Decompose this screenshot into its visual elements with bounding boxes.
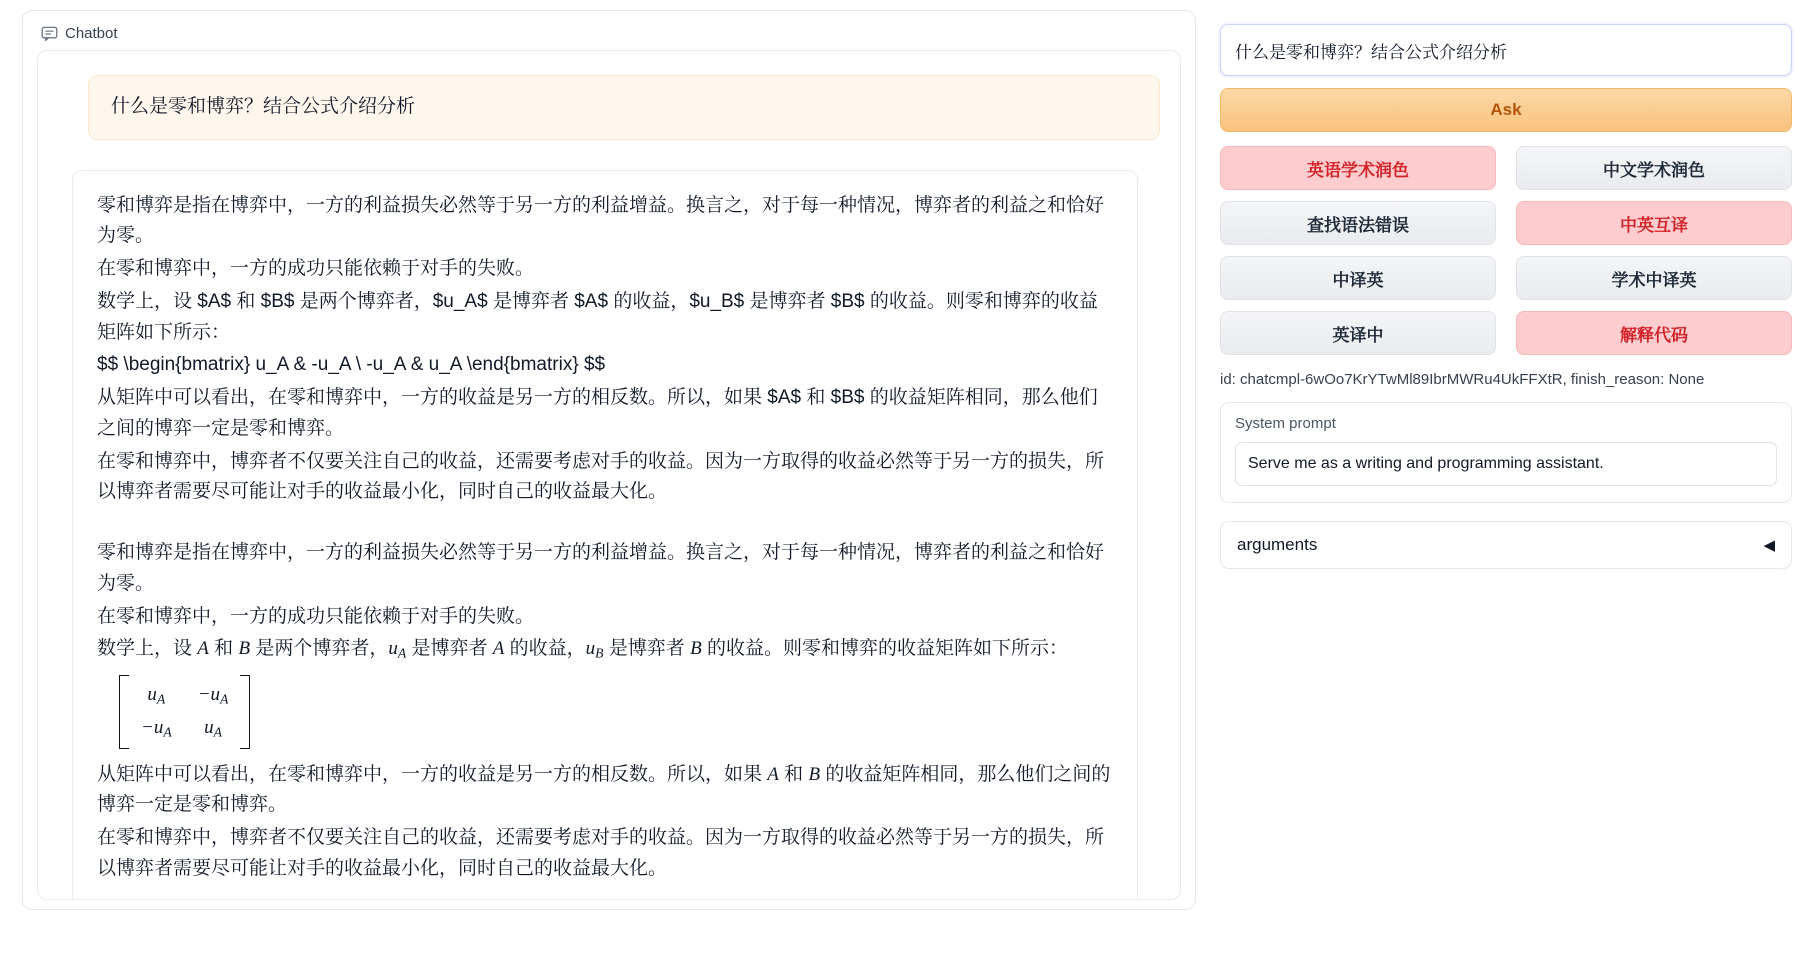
var-A-2: A (492, 638, 505, 660)
bot-rendered-markdown (97, 538, 1113, 884)
control-panel (1220, 10, 1792, 961)
matrix-cell-2: $-u_A$ (141, 716, 172, 740)
frag-j: 的收益矩阵相同，那么他们之间的博弈一定是零和博弈。 (97, 763, 1111, 816)
chatbot-label-text: Chatbot (65, 25, 118, 42)
matrix-right-bracket (240, 675, 250, 749)
ask-button[interactable]: Ask (1220, 88, 1792, 132)
arguments-accordion-label: arguments (1237, 535, 1318, 554)
var-A-3: A (767, 763, 779, 785)
quick-action-find-grammar-errors[interactable]: 查找语法错误 (1220, 201, 1496, 245)
quick-action-cn-en-mutual-translate[interactable]: 中英互译 (1516, 201, 1792, 245)
system-prompt-box (1220, 402, 1792, 503)
chevron-left-icon: ◀ (1763, 537, 1775, 554)
var-uA-base: u (388, 638, 398, 660)
system-prompt-input[interactable] (1235, 442, 1777, 486)
frag-d: 是博弈者 (406, 638, 493, 660)
chatbot-panel-label (37, 23, 122, 50)
quick-action-cn-to-en[interactable]: 中译英 (1220, 256, 1496, 300)
frag-e: 的收益， (504, 638, 586, 660)
chatbot-panel (22, 10, 1196, 910)
var-uB-sub: B (595, 645, 604, 661)
system-prompt-label: System prompt (1235, 415, 1336, 432)
chat-message-list (37, 50, 1181, 900)
matrix-cell-3: $u_A$ (204, 716, 222, 740)
rendered-line-5 (97, 760, 1113, 822)
prompt-input[interactable] (1220, 24, 1792, 76)
frag-g: 的收益。则零和博弈的收益矩阵如下所示： (701, 638, 1068, 660)
chat-bubble-icon (41, 25, 58, 42)
user-message-text: 什么是零和博弈？结合公式介绍分析 (111, 96, 416, 117)
quick-action-chinese-polish[interactable]: 中文学术润色 (1516, 146, 1792, 190)
frag-h: 从矩阵中可以看出，在零和博弈中，一方的收益是另一方的相反数。所以，如果 (97, 763, 768, 785)
raw-line-1: 零和博弈是指在博弈中，一方的利益损失必然等于另一方的利益增益。换言之，对于每一种情况，博弈者的利益之和恰好为零。 (97, 194, 1105, 247)
var-B-2: B (690, 638, 702, 660)
var-uB-base: u (585, 638, 596, 660)
frag-f: 是博弈者 (603, 638, 691, 660)
quick-action-academic-cn-to-en[interactable]: 学术中译英 (1516, 256, 1792, 300)
frag-a: 数学上，设 (97, 638, 198, 660)
var-uB (586, 638, 604, 659)
rendered-line-6: 在零和博弈中，博弈者不仅要关注自己的收益，还需要考虑对手的收益。因为一方取得的收益必然等于另一方的损失，所以博弈者需要尽可能让对手的收益最小化，同时自己的收益最大化。 (97, 827, 1105, 879)
rendered-line-3 (97, 634, 1113, 665)
var-B-3: B (808, 763, 821, 785)
matrix-cells (129, 675, 240, 749)
var-uA-sub: A (397, 645, 407, 661)
matrix-cell-0: $u_A$ (147, 684, 166, 707)
response-meta: id: chatcmpl-6wOo7KrYTwMl89IbrMWRu4UkFFXtR, finish_reason: None (1220, 371, 1705, 388)
raw-line-5: 从矩阵中可以看出，在零和博弈中，一方的收益是另一方的相反数。所以，如果 $A$ 和 $B$ 的收益矩阵相同，那么他们之间的博弈一定是零和博弈。 (97, 387, 1098, 439)
bot-message-bubble (72, 170, 1138, 901)
frag-c: 是两个博弈者， (250, 638, 389, 660)
raw-line-6: 在零和博弈中，博弈者不仅要关注自己的收益，还需要考虑对手的收益。因为一方取得的收益必然等于另一方的损失，所以博弈者需要尽可能让对手的收益最小化，同时自己的收益最大化。 (97, 450, 1105, 503)
var-A: A (197, 638, 209, 660)
payoff-matrix (119, 675, 250, 749)
frag-b: 和 (208, 638, 239, 660)
quick-action-explain-code[interactable]: 解释代码 (1516, 311, 1792, 355)
quick-action-en-to-cn[interactable]: 英译中 (1220, 311, 1496, 355)
quick-action-english-polish[interactable]: 英语学术润色 (1220, 146, 1496, 190)
frag-i: 和 (778, 763, 809, 785)
matrix-left-bracket (119, 675, 129, 749)
var-B: B (238, 638, 251, 660)
user-message-bubble (88, 75, 1160, 140)
var-uA (388, 638, 406, 659)
raw-line-4-formula: $$ \begin{bmatrix} u_A & -u_A \ -u_A & u_A \end{bmatrix} $$ (97, 354, 606, 376)
rendered-line-1: 零和博弈是指在博弈中，一方的利益损失必然等于另一方的利益增益。换言之，对于每一种情况，博弈者的利益之和恰好为零。 (97, 542, 1105, 594)
raw-line-2: 在零和博弈中，一方的成功只能依赖于对手的失败。 (97, 258, 535, 280)
raw-line-3: 数学上，设 $A$ 和 $B$ 是两个博弈者，$u_A$ 是博弈者 $A$ 的收益，$u_B$ 是博弈者 $B$ 的收益。则零和博弈的收益矩阵如下所示： (97, 290, 1098, 343)
bot-raw-markdown (97, 191, 1113, 509)
matrix-cell-1: $-u_A$ (197, 684, 229, 707)
arguments-accordion[interactable] (1220, 521, 1792, 569)
quick-action-grid (1220, 146, 1792, 355)
rendered-line-2: 在零和博弈中，一方的成功只能依赖于对手的失败。 (97, 605, 535, 627)
